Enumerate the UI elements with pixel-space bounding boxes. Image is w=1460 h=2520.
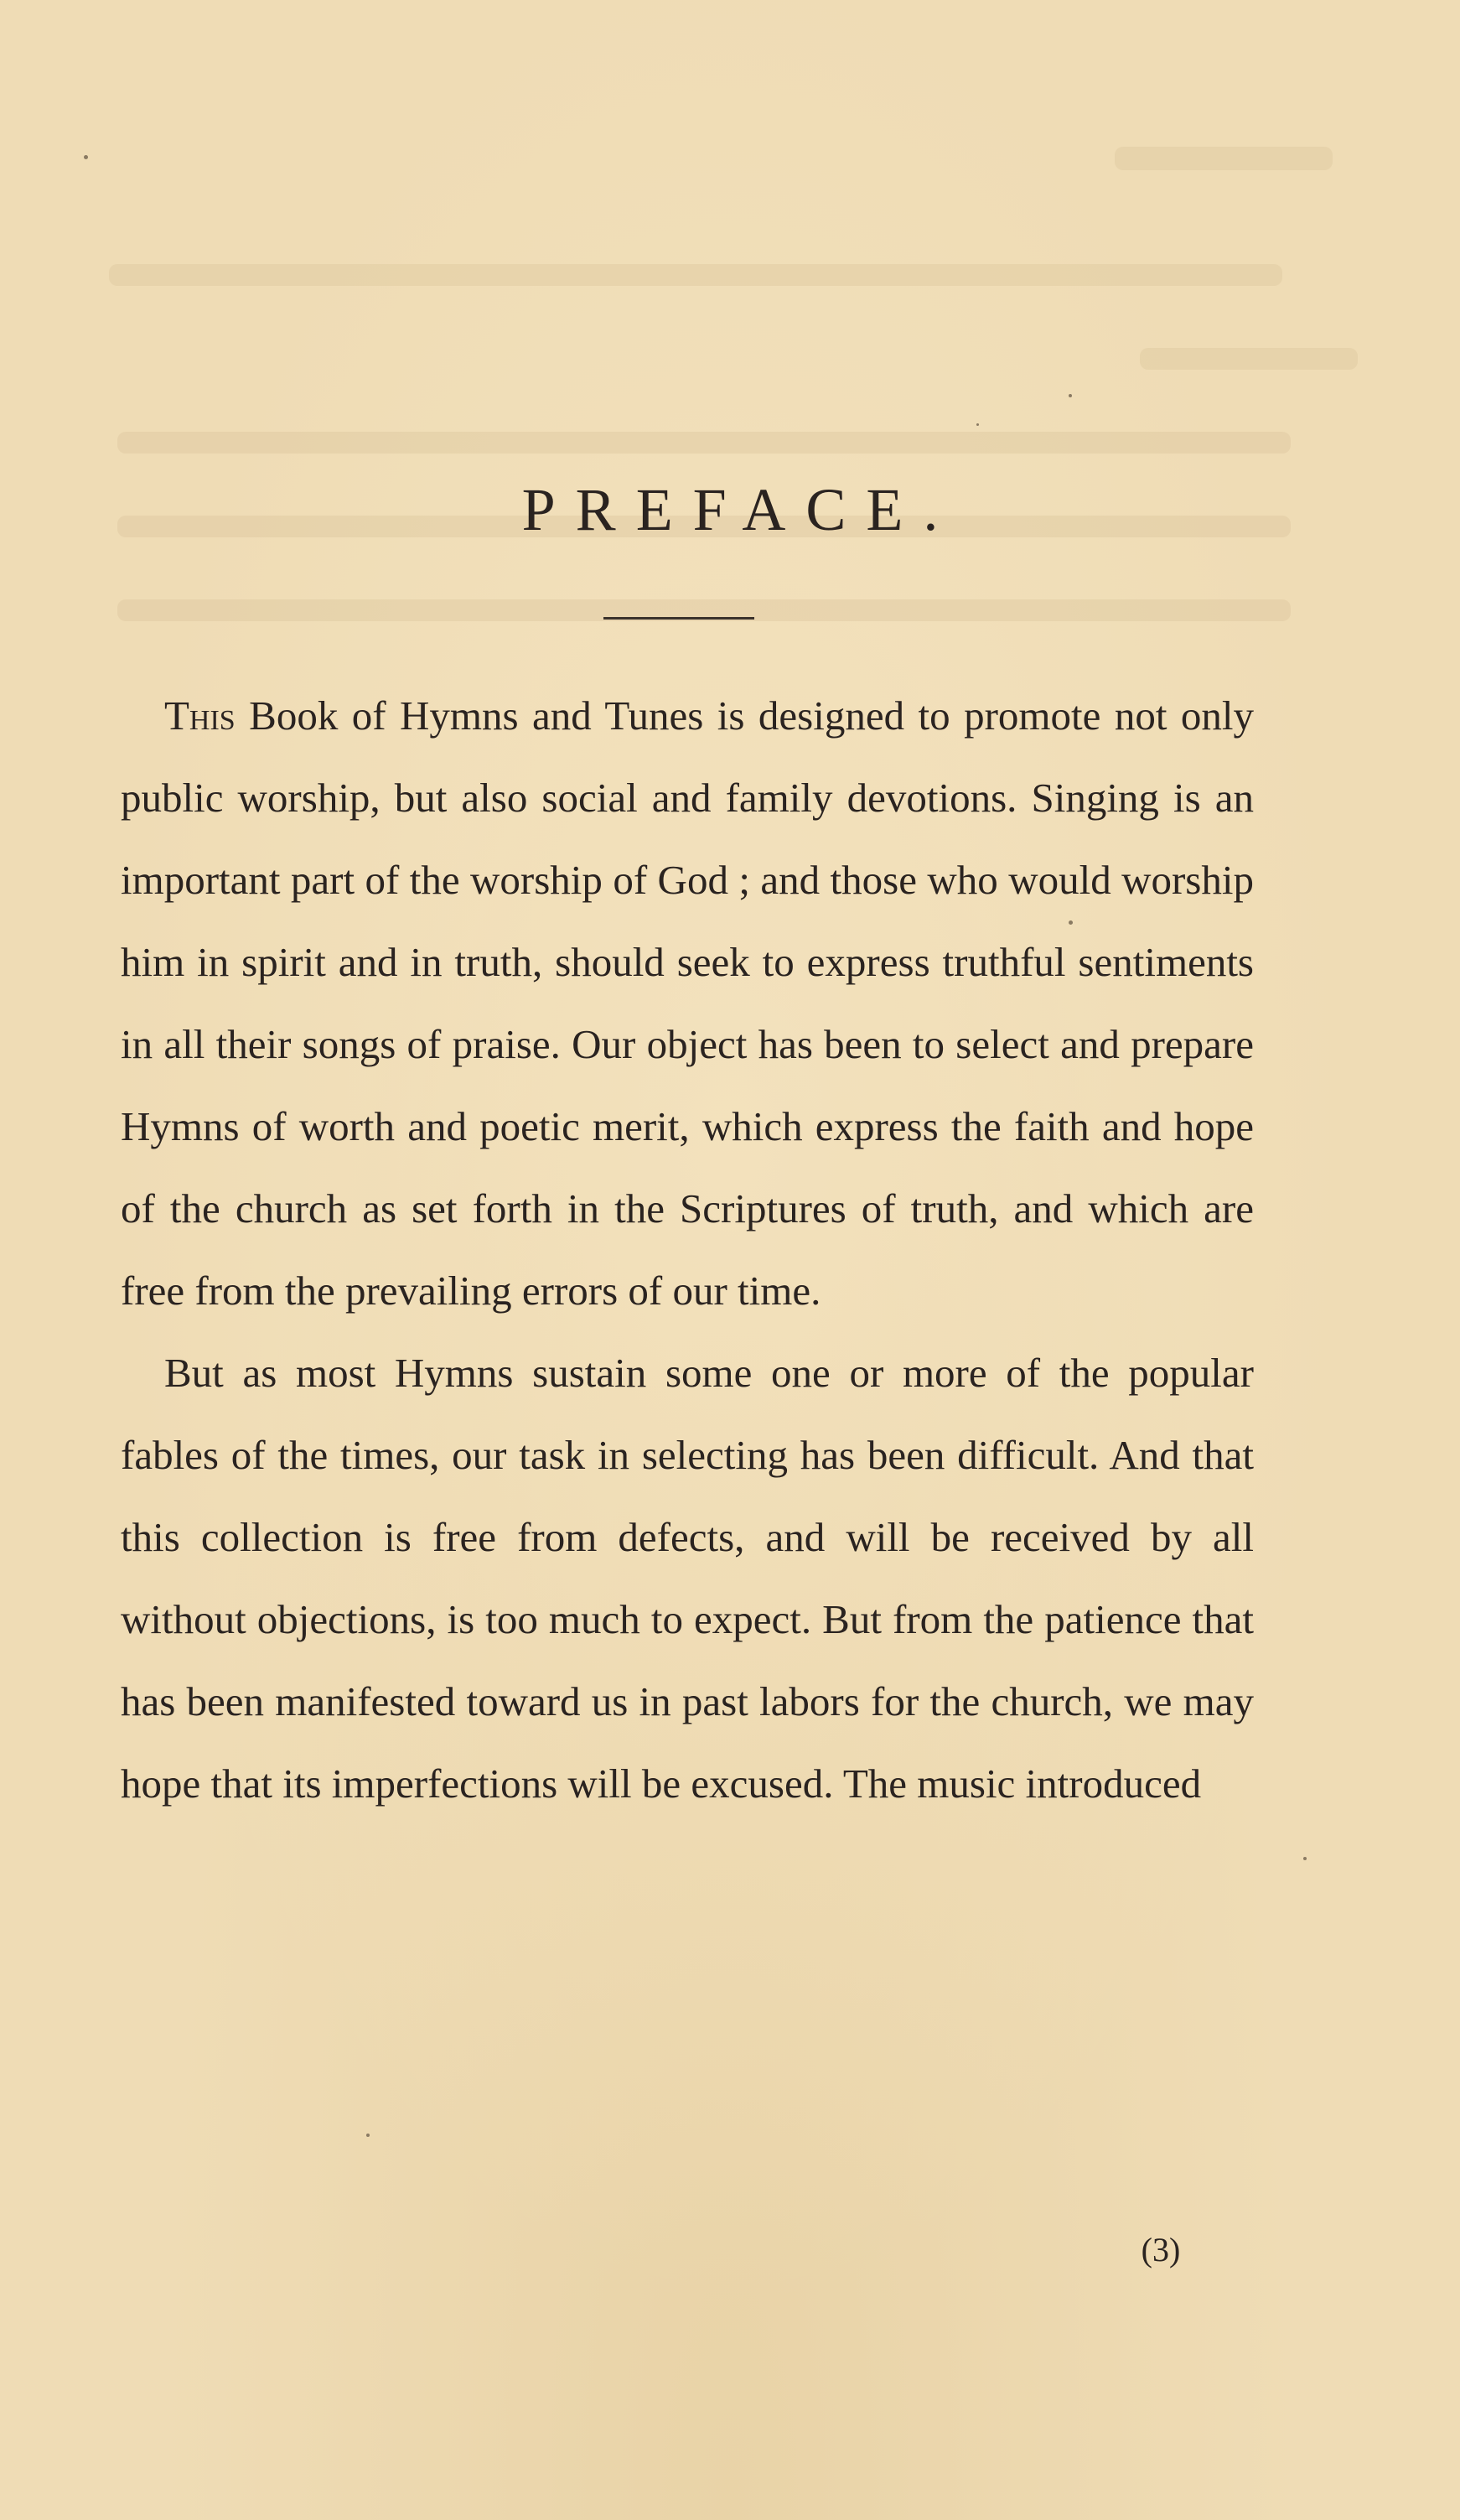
page-heading: PREFACE.	[521, 476, 959, 543]
preface-body	[121, 675, 1254, 1825]
paper-speck	[84, 155, 88, 159]
paper-speck	[976, 423, 979, 426]
paper-speck	[366, 2134, 370, 2137]
paper-speck	[1303, 1857, 1307, 1860]
page-number: (3)	[1141, 2231, 1181, 2269]
paper-speck	[1069, 394, 1072, 397]
bleed-through-texture	[0, 0, 1460, 754]
paper-speck	[1069, 920, 1073, 925]
paragraph-2	[121, 1332, 1254, 1825]
paragraph-text: But as most Hymns sustain some one or more of the popular fables of the times, our task in selecting has been difficult. And that this collection is free from defects, and will be received by all without objections, is too much to expect. But from the patience that has been manifested toward us in past labors for the church, we may hope that its imperfections will be excused. The music introduced	[121, 1350, 1254, 1807]
paragraph-lead: This	[164, 692, 236, 739]
heading-rule	[603, 617, 754, 620]
paragraph-1	[121, 675, 1254, 1332]
paragraph-text: Book of Hymns and Tunes is designed to promote not only public worship, but also social and family devotions. Singing is an important part of the worship of God ; and those who would worship him in spirit and in truth, should seek to express truthful sentiments in all their songs of praise. Our object has been to select and prepare Hymns of worth and poetic merit, which express the faith and hope of the church as set forth in the Scriptures of truth, and which are free from the prevailing errors of our time.	[121, 692, 1254, 1314]
